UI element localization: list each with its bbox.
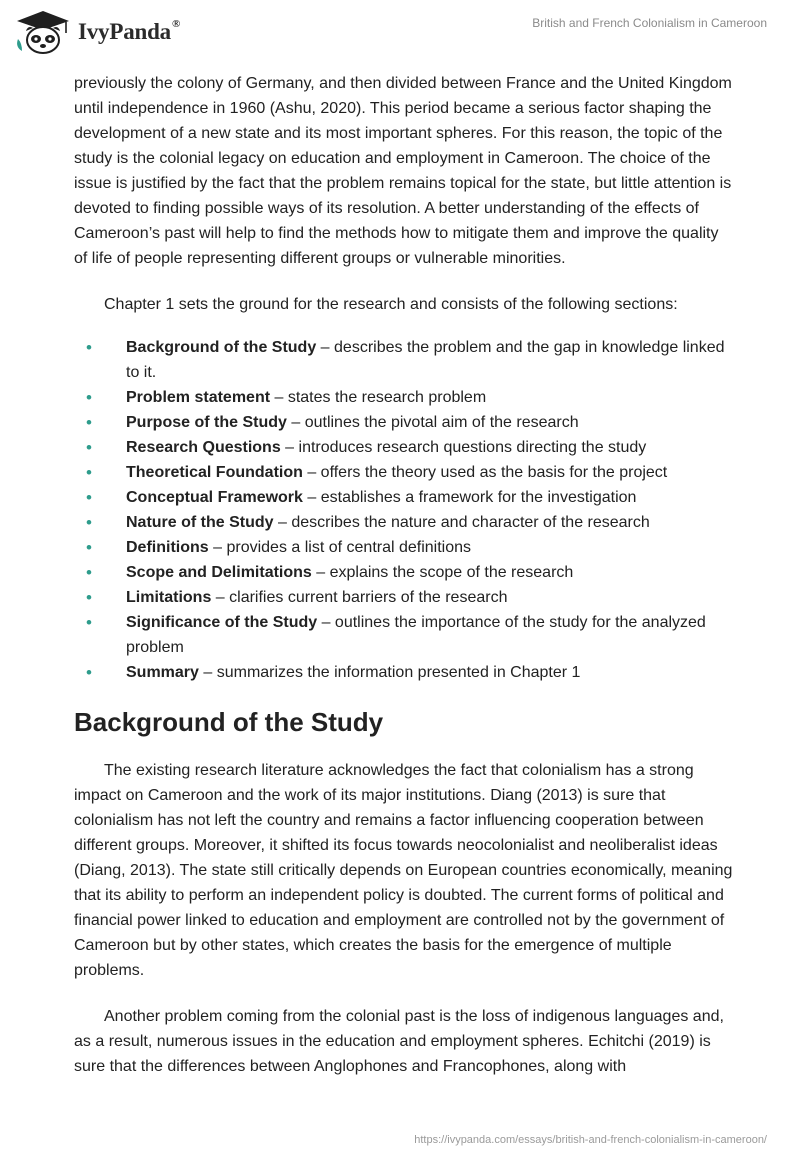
- list-item-description: – establishes a framework for the investigation: [302, 489, 637, 506]
- list-item-description: – clarifies current barriers of the research: [211, 589, 508, 606]
- list-item-term: Problem statement: [126, 389, 271, 406]
- list-item-description: – describes the nature and character of the research: [273, 514, 650, 531]
- intro-paragraph: previously the colony of Germany, and then divided between France and the United Kingdom until independence in 1960 (Ashu, 2020). This period became a serious factor shaping the development of a new state and its most important spheres. For this reason, the topic of the study is the colonial legacy on education and employment in Cameroon. The choice of the issue is justified by the fact that the problem remains topical for the state, but little attention is devoted to finding possible ways of its resolution. A better understanding of the effects of Cameroon’s past will help to find the methods how to mitigate them and improve the quality of life of people representing different groups or vulnerable minorities.: [74, 75, 732, 267]
- list-item: [74, 660, 734, 685]
- bullet-icon: •: [86, 388, 92, 407]
- registered-mark: ®: [171, 18, 181, 31]
- footer-url[interactable]: https://ivypanda.com/essays/british-and-french-colonialism-in-cameroon/: [414, 1134, 767, 1146]
- list-item-description: – describes the problem and the gap in knowledge linked to it.: [126, 339, 725, 381]
- list-item: [74, 610, 734, 660]
- bullet-icon: •: [86, 413, 92, 432]
- list-item: [74, 460, 734, 485]
- essay-content: [74, 71, 734, 1079]
- list-item: [74, 485, 734, 510]
- bullet-icon: •: [86, 513, 92, 532]
- bullet-icon: •: [86, 613, 92, 632]
- list-item-term: Nature of the Study: [126, 514, 274, 531]
- background-paragraph: The existing research literature acknowledges the fact that colonialism has a strong impact on Cameroon and the work of its major institutions. Diang (2013) is sure that colonialism has not left the country and remains a factor influencing cooperation between different groups. Moreover, it shifted its focus towards neocolonialist and neoliberalist ideas (Diang, 2013). The state still critically depends on European countries economically, meaning that its ability to perform an independent policy is doubted. The current forms of political and financial power linked to education and employment are controlled not by the government of Cameroon but by other states, which creates the basis for the emergence of multiple problems.: [74, 762, 733, 979]
- list-item-description: – states the research problem: [270, 389, 487, 406]
- bullet-icon: •: [86, 563, 92, 582]
- list-item: [74, 435, 734, 460]
- section-heading: Background of the Study: [74, 707, 384, 737]
- brand-name: IvyPanda®: [78, 18, 181, 44]
- list-item-term: Limitations: [126, 589, 212, 606]
- list-item-term: Background of the Study: [126, 339, 317, 356]
- bullet-icon: •: [86, 488, 92, 507]
- bullet-icon: •: [86, 438, 92, 457]
- list-item-description: – provides a list of central definitions: [208, 539, 472, 556]
- document-title: British and French Colonialism in Cameroon: [532, 16, 767, 30]
- list-item-description: – outlines the pivotal aim of the research: [286, 414, 579, 431]
- list-item-term: Summary: [126, 664, 199, 681]
- chapter-sections-list: [74, 335, 734, 685]
- list-item-term: Definitions: [126, 539, 209, 556]
- bullet-icon: •: [86, 663, 92, 682]
- list-item: [74, 335, 734, 385]
- list-item-term: Scope and Delimitations: [126, 564, 312, 581]
- list-item: [74, 510, 734, 535]
- list-item-term: Purpose of the Study: [126, 414, 287, 431]
- bullet-icon: •: [86, 338, 92, 357]
- list-item: [74, 535, 734, 560]
- list-item-description: – explains the scope of the research: [311, 564, 574, 581]
- bullet-icon: •: [86, 538, 92, 557]
- list-item-description: – offers the theory used as the basis for the project: [302, 464, 668, 481]
- list-item-term: Theoretical Foundation: [126, 464, 303, 481]
- bullet-icon: •: [86, 463, 92, 482]
- panda-logo-icon: [14, 9, 72, 55]
- list-item: [74, 560, 734, 585]
- list-item: [74, 385, 734, 410]
- list-item: [74, 410, 734, 435]
- list-item-description: – outlines the importance of the study for the analyzed problem: [126, 614, 706, 656]
- background-paragraph: Another problem coming from the colonial past is the loss of indigenous languages and, as a result, numerous issues in the education and employment spheres. Echitchi (2019) is sure that the differences between Anglophones and Francophones, along with: [74, 1008, 724, 1075]
- list-item-description: – introduces research questions directing the study: [280, 439, 647, 456]
- bullet-icon: •: [86, 588, 92, 607]
- list-item-term: Significance of the Study: [126, 614, 318, 631]
- list-item: [74, 585, 734, 610]
- chapter-intro: Chapter 1 sets the ground for the research and consists of the following sections:: [104, 296, 678, 313]
- list-item-term: Research Questions: [126, 439, 281, 456]
- page-header: [0, 0, 800, 66]
- list-item-description: – summarizes the information presented in Chapter 1: [198, 664, 581, 681]
- logo[interactable]: [14, 9, 180, 55]
- list-item-term: Conceptual Framework: [126, 489, 303, 506]
